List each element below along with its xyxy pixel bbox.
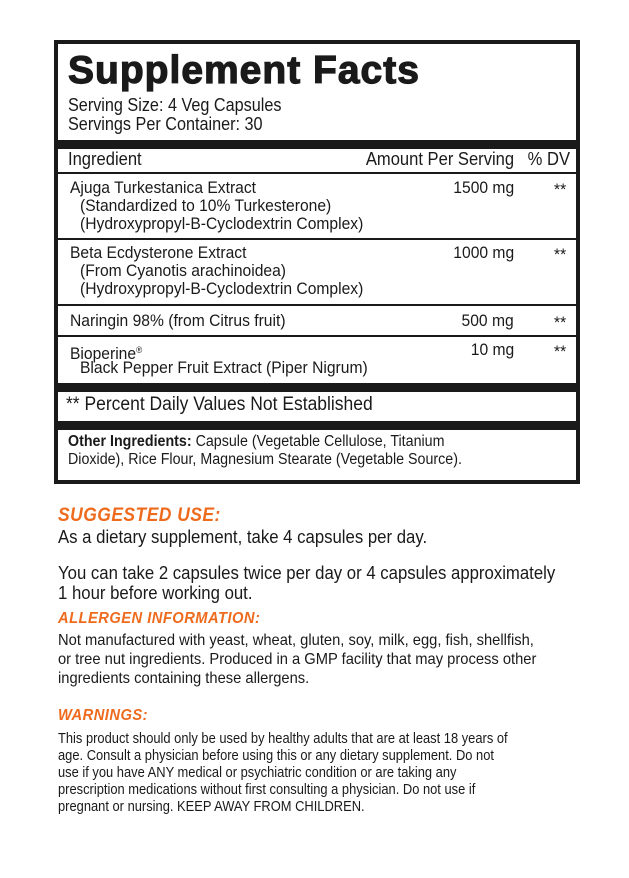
column-header-dv: % DV — [527, 149, 570, 169]
warnings-text — [58, 730, 508, 815]
supplement-facts-panel — [54, 40, 580, 484]
ingredient-amount: 500 mg — [461, 311, 514, 330]
warnings-line: pregnant or nursing. KEEP AWAY FROM CHILDREN. — [58, 798, 365, 815]
divider — [58, 238, 576, 240]
ingredient-dv: ** — [553, 245, 566, 264]
other-ingredients-label: Other Ingredients: — [68, 433, 192, 450]
divider — [58, 172, 576, 174]
allergen-line: ingredients containing these allergens. — [58, 670, 310, 687]
divider — [58, 304, 576, 306]
warnings-line: prescription medications without first consulting a physician. Do not use if — [58, 781, 476, 798]
column-header-amount: Amount Per Serving — [365, 149, 514, 169]
serving-size: Serving Size: 4 Veg Capsules — [68, 95, 282, 115]
thick-divider — [58, 421, 576, 430]
ingredient-name: Ajuga Turkestanica Extract — [70, 178, 257, 197]
divider — [58, 335, 576, 337]
other-ingredients — [68, 433, 546, 469]
thick-divider — [58, 140, 576, 149]
suggested-use-line: 1 hour before working out. — [58, 583, 253, 603]
ingredient-amount: 1500 mg — [453, 178, 514, 197]
ingredient-name-text: Bioperine — [70, 344, 137, 363]
other-ingredients-line: Capsule (Vegetable Cellulose, Titanium — [191, 433, 445, 450]
warnings-line: use if you have ANY medical or psychiatric condition or are taking any — [58, 764, 457, 781]
ingredient-name: Beta Ecdysterone Extract — [70, 243, 247, 262]
ingredient-amount: 1000 mg — [453, 243, 514, 262]
other-ingredients-line: Dioxide), Rice Flour, Magnesium Stearate (Vegetable Source). — [68, 451, 462, 468]
panel-title: Supplement Facts — [68, 49, 420, 92]
ingredient-detail: (Hydroxypropyl-B-Cyclodextrin Complex) — [80, 279, 364, 298]
warnings-line: age. Consult a physician before using this or any dietary supplement. Do not — [58, 747, 494, 764]
suggested-use-alt-text — [58, 563, 555, 603]
allergen-line: or tree nut ingredients. Produced in a GMP facility that may process other — [58, 651, 537, 668]
registered-mark: ® — [136, 345, 143, 355]
servings-per-container: Servings Per Container: 30 — [68, 114, 263, 134]
daily-value-note: ** Percent Daily Values Not Established — [66, 394, 373, 415]
suggested-use-line: You can take 2 capsules twice per day or 4 capsules approximately — [58, 563, 556, 583]
allergen-line: Not manufactured with yeast, wheat, gluten, soy, milk, egg, fish, shellfish, — [58, 632, 534, 649]
column-header-ingredient: Ingredient — [68, 149, 142, 169]
ingredient-dv: ** — [553, 342, 566, 361]
ingredient-dv: ** — [553, 313, 566, 332]
allergen-heading: ALLERGEN INFORMATION: — [58, 610, 261, 627]
thick-divider — [58, 383, 576, 392]
ingredient-detail: Black Pepper Fruit Extract (Piper Nigrum) — [80, 358, 368, 377]
ingredient-detail: (Hydroxypropyl-B-Cyclodextrin Complex) — [80, 214, 364, 233]
ingredient-dv: ** — [553, 180, 566, 199]
ingredient-name: Naringin 98% (from Citrus fruit) — [70, 311, 286, 330]
warnings-heading: WARNINGS: — [58, 707, 149, 724]
suggested-use-heading: SUGGESTED USE: — [58, 505, 221, 526]
allergen-text — [58, 631, 536, 688]
ingredient-detail: (Standardized to 10% Turkesterone) — [80, 196, 332, 215]
warnings-line: This product should only be used by healthy adults that are at least 18 years of — [58, 730, 508, 747]
ingredient-detail: (From Cyanotis arachinoidea) — [80, 261, 287, 280]
ingredient-amount: 10 mg — [470, 340, 514, 359]
suggested-use-text: As a dietary supplement, take 4 capsules per day. — [58, 527, 428, 547]
